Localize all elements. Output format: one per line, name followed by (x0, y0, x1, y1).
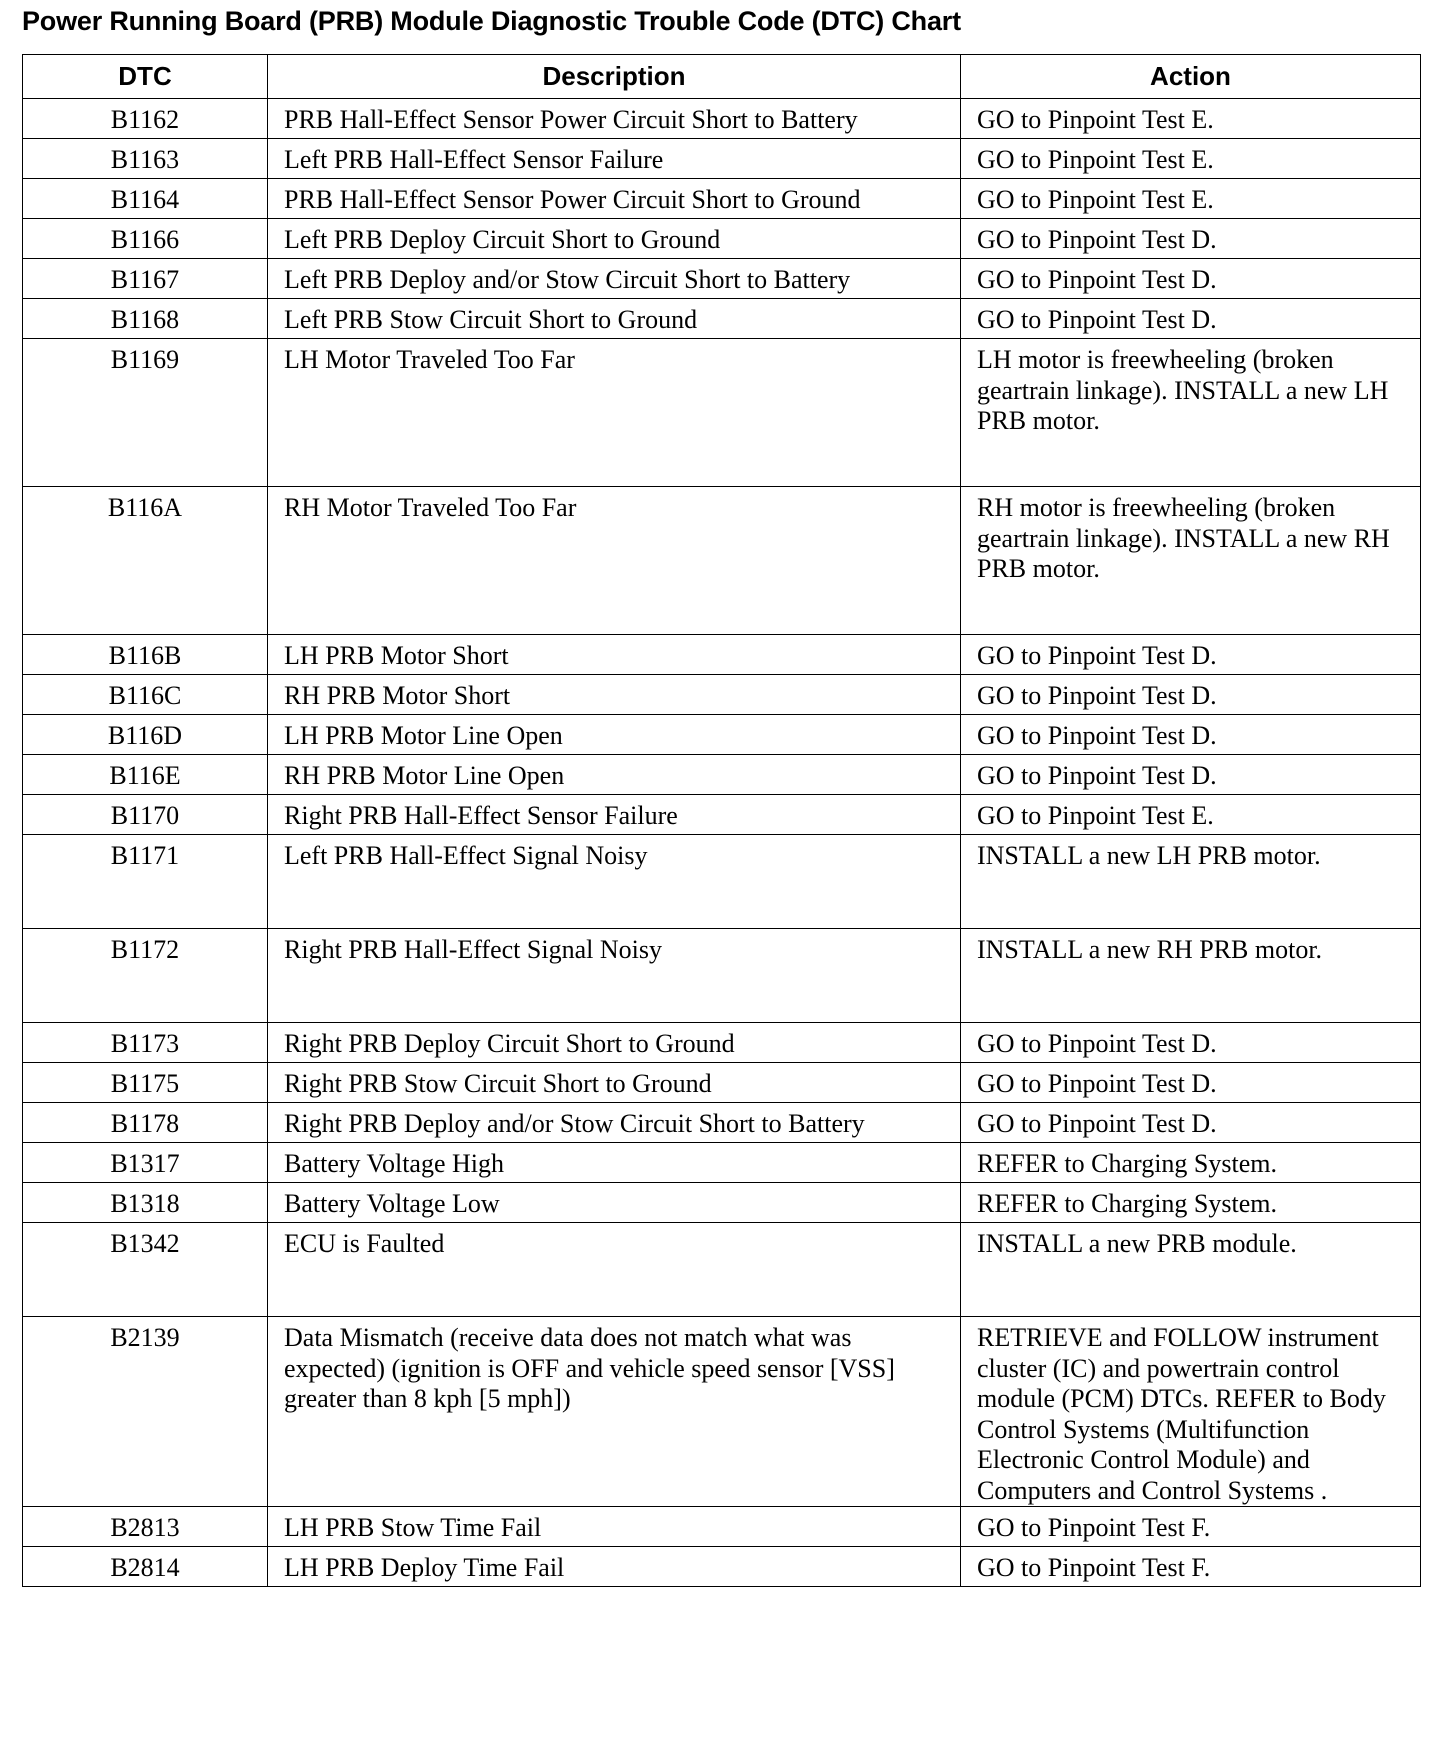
table-row (23, 1103, 1421, 1143)
action-cell: RETRIEVE and FOLLOW instrument cluster (IC) and powertrain control module (PCM) DTCs. REFER to Body Control Systems (Multifunction Electronic Control Module) and Computers and Control Systems . (961, 1317, 1421, 1507)
description-cell: RH Motor Traveled Too Far (268, 487, 961, 635)
description-cell: Left PRB Stow Circuit Short to Ground (268, 299, 961, 339)
description-cell: Left PRB Deploy Circuit Short to Ground (268, 219, 961, 259)
action-cell: INSTALL a new RH PRB motor. (961, 929, 1421, 1023)
table-row (23, 1507, 1421, 1547)
table-row (23, 299, 1421, 339)
dtc-code-cell: B1168 (23, 299, 268, 339)
dtc-code-cell: B1178 (23, 1103, 268, 1143)
dtc-code-cell: B1166 (23, 219, 268, 259)
dtc-code-cell: B116D (23, 715, 268, 755)
dtc-code-cell: B1175 (23, 1063, 268, 1103)
column-header-dtc: DTC (23, 55, 268, 99)
table-header-row (23, 55, 1421, 99)
action-cell: GO to Pinpoint Test D. (961, 1023, 1421, 1063)
table-row (23, 259, 1421, 299)
description-cell: PRB Hall-Effect Sensor Power Circuit Short to Battery (268, 99, 961, 139)
action-cell: GO to Pinpoint Test F. (961, 1507, 1421, 1547)
action-cell: REFER to Charging System. (961, 1143, 1421, 1183)
action-cell: GO to Pinpoint Test D. (961, 1103, 1421, 1143)
dtc-code-cell: B2814 (23, 1547, 268, 1587)
action-cell: LH motor is freewheeling (broken geartrain linkage). INSTALL a new LH PRB motor. (961, 339, 1421, 487)
action-cell: GO to Pinpoint Test E. (961, 99, 1421, 139)
description-cell: Right PRB Stow Circuit Short to Ground (268, 1063, 961, 1103)
description-cell: Left PRB Hall-Effect Sensor Failure (268, 139, 961, 179)
table-row (23, 929, 1421, 1023)
table-row (23, 99, 1421, 139)
dtc-code-cell: B1167 (23, 259, 268, 299)
action-cell: RH motor is freewheeling (broken geartrain linkage). INSTALL a new RH PRB motor. (961, 487, 1421, 635)
description-cell: Left PRB Hall-Effect Signal Noisy (268, 835, 961, 929)
description-cell: Data Mismatch (receive data does not match what was expected) (ignition is OFF and vehicle speed sensor [VSS] greater than 8 kph [5 mph]) (268, 1317, 961, 1507)
description-cell: LH PRB Motor Short (268, 635, 961, 675)
description-cell: ECU is Faulted (268, 1223, 961, 1317)
table-row (23, 1317, 1421, 1507)
table-row (23, 755, 1421, 795)
description-cell: Right PRB Hall-Effect Signal Noisy (268, 929, 961, 1023)
action-cell: GO to Pinpoint Test D. (961, 635, 1421, 675)
dtc-code-cell: B116B (23, 635, 268, 675)
table-row (23, 487, 1421, 635)
action-cell: REFER to Charging System. (961, 1183, 1421, 1223)
description-cell: RH PRB Motor Short (268, 675, 961, 715)
description-cell: Battery Voltage Low (268, 1183, 961, 1223)
table-row (23, 219, 1421, 259)
dtc-code-cell: B1172 (23, 929, 268, 1023)
action-cell: GO to Pinpoint Test D. (961, 299, 1421, 339)
action-cell: GO to Pinpoint Test E. (961, 139, 1421, 179)
action-cell: GO to Pinpoint Test D. (961, 259, 1421, 299)
description-cell: PRB Hall-Effect Sensor Power Circuit Short to Ground (268, 179, 961, 219)
description-cell: LH PRB Deploy Time Fail (268, 1547, 961, 1587)
table-row (23, 1063, 1421, 1103)
description-cell: LH Motor Traveled Too Far (268, 339, 961, 487)
table-row (23, 1223, 1421, 1317)
table-row (23, 675, 1421, 715)
table-row (23, 179, 1421, 219)
dtc-code-cell: B116E (23, 755, 268, 795)
table-row (23, 795, 1421, 835)
dtc-code-cell: B116C (23, 675, 268, 715)
description-cell: Right PRB Deploy Circuit Short to Ground (268, 1023, 961, 1063)
table-row (23, 139, 1421, 179)
column-header-action: Action (961, 55, 1421, 99)
table-row (23, 635, 1421, 675)
dtc-code-cell: B2139 (23, 1317, 268, 1507)
action-cell: INSTALL a new LH PRB motor. (961, 835, 1421, 929)
action-cell: GO to Pinpoint Test D. (961, 715, 1421, 755)
dtc-code-cell: B116A (23, 487, 268, 635)
table-body (23, 99, 1421, 1587)
dtc-code-cell: B1164 (23, 179, 268, 219)
action-cell: GO to Pinpoint Test D. (961, 219, 1421, 259)
description-cell: Right PRB Hall-Effect Sensor Failure (268, 795, 961, 835)
dtc-code-cell: B1170 (23, 795, 268, 835)
action-cell: GO to Pinpoint Test F. (961, 1547, 1421, 1587)
dtc-table (22, 54, 1421, 1587)
action-cell: GO to Pinpoint Test E. (961, 795, 1421, 835)
dtc-code-cell: B1169 (23, 339, 268, 487)
description-cell: LH PRB Motor Line Open (268, 715, 961, 755)
table-row (23, 339, 1421, 487)
page-title: Power Running Board (PRB) Module Diagnostic Trouble Code (DTC) Chart (22, 6, 961, 36)
action-cell: GO to Pinpoint Test E. (961, 179, 1421, 219)
dtc-code-cell: B1171 (23, 835, 268, 929)
description-cell: Battery Voltage High (268, 1143, 961, 1183)
table-row (23, 1143, 1421, 1183)
description-cell: RH PRB Motor Line Open (268, 755, 961, 795)
dtc-code-cell: B1173 (23, 1023, 268, 1063)
table-row (23, 715, 1421, 755)
action-cell: GO to Pinpoint Test D. (961, 1063, 1421, 1103)
table-row (23, 835, 1421, 929)
column-header-description: Description (268, 55, 961, 99)
table-row (23, 1183, 1421, 1223)
dtc-code-cell: B2813 (23, 1507, 268, 1547)
description-cell: Left PRB Deploy and/or Stow Circuit Short to Battery (268, 259, 961, 299)
table-row (23, 1023, 1421, 1063)
description-cell: LH PRB Stow Time Fail (268, 1507, 961, 1547)
dtc-code-cell: B1162 (23, 99, 268, 139)
dtc-code-cell: B1318 (23, 1183, 268, 1223)
action-cell: GO to Pinpoint Test D. (961, 675, 1421, 715)
dtc-code-cell: B1163 (23, 139, 268, 179)
description-cell: Right PRB Deploy and/or Stow Circuit Short to Battery (268, 1103, 961, 1143)
dtc-code-cell: B1317 (23, 1143, 268, 1183)
dtc-code-cell: B1342 (23, 1223, 268, 1317)
table-row (23, 1547, 1421, 1587)
action-cell: GO to Pinpoint Test D. (961, 755, 1421, 795)
action-cell: INSTALL a new PRB module. (961, 1223, 1421, 1317)
